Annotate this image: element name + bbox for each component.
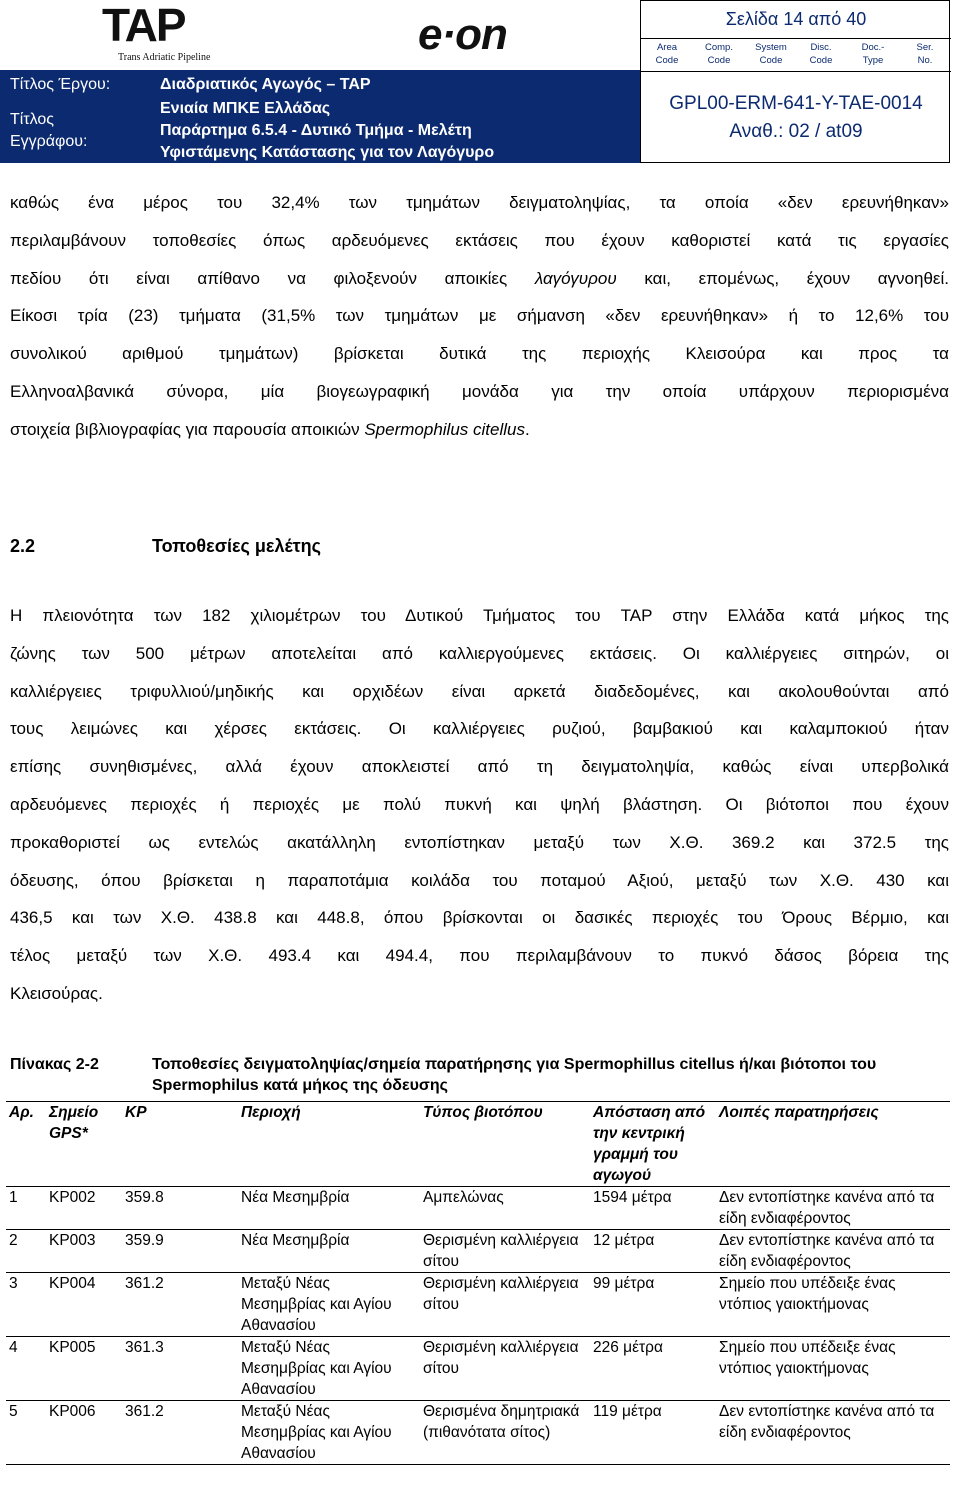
column-header: Τύπος βιοτόπου xyxy=(420,1102,590,1187)
code-label: Code xyxy=(759,55,783,66)
paragraph-line: τους λειμώνες και χέρσες εκτάσεις. Οι καλλιέργειες ρυζιού, βαμβακιού και καλαμποκιού ήταν xyxy=(10,719,949,739)
revision: Αναθ.: 02 / at09 xyxy=(729,121,863,142)
column-header: Απόσταση από την κεντρική γραμμή του αγωγού xyxy=(590,1102,716,1187)
page-indicator: Σελίδα 14 από 40 xyxy=(725,9,867,29)
code-cell-comp xyxy=(693,41,745,67)
code-cell-disc xyxy=(795,41,847,67)
table-cell: KP004 xyxy=(46,1273,122,1337)
column-header: Λοιπές παρατηρήσεις xyxy=(716,1102,950,1187)
code-label: No. xyxy=(917,55,933,66)
table-cell: 12 μέτρα xyxy=(590,1230,716,1273)
paragraph-line: συνολικού αριθμού τμημάτων) βρίσκεται δυτικά της περιοχής Κλεισούρα και προς τα xyxy=(10,344,949,364)
code-label: Ser. xyxy=(916,42,934,53)
text-run: και, επομένως, έχουν αγνοηθεί. xyxy=(616,268,949,288)
text-run: . xyxy=(524,419,530,439)
tap-logo-subtitle: Trans Adriatic Pipeline xyxy=(118,52,211,63)
table-cell: 361.3 xyxy=(122,1337,238,1401)
table-cell: Μεταξύ Νέας Μεσημβρίας και Αγίου Αθανασίου xyxy=(238,1273,420,1337)
paragraph-1 xyxy=(10,184,949,449)
table-caption-text: Τοποθεσίες δειγματοληψίας/σημεία παρατήρησης για Spermophillus citellus ή/και βιότοποι του Spermophilus κατά μήκος της όδευσης xyxy=(152,1056,877,1094)
paragraph-line: επίσης συνηθισμένες, αλλά έχουν αποκλειστεί από τη δειγματοληψία, καθώς είναι υπερβολικά xyxy=(10,757,949,777)
code-cell-doctype xyxy=(847,41,899,67)
table-cell: 1594 μέτρα xyxy=(590,1187,716,1230)
code-label: Code xyxy=(655,55,679,66)
paragraph-line: περιλαμβάνουν τοποθεσίες όπως αρδευόμενες εκτάσεις που έχουν καθοριστεί κατά τις εργασίες xyxy=(10,230,949,250)
table-cell: Δεν εντοπίστηκε κανένα από τα είδη ενδιαφέροντος xyxy=(716,1187,950,1230)
table-cell: 4 xyxy=(6,1337,46,1401)
table-cell: 119 μέτρα xyxy=(590,1401,716,1465)
table-cell: 99 μέτρα xyxy=(590,1273,716,1337)
paragraph-line: ζώνης των 500 μέτρων αποτελείται από καλλιεργούμενες εκτάσεις. Οι καλλιέργειες σιτηρών, οι xyxy=(10,643,949,663)
table-cell: 1 xyxy=(6,1187,46,1230)
code-cell-system xyxy=(745,41,797,67)
tap-logo-word: TAP xyxy=(102,0,185,51)
table-row xyxy=(6,1187,950,1230)
table-cell: Θερισμένα δημητριακά (πιθανότατα σίτος) xyxy=(420,1401,590,1465)
table-cell: Δεν εντοπίστηκε κανένα από τα είδη ενδιαφέροντος xyxy=(716,1401,950,1465)
table-cell: Σημείο που υπέδειξε ένας ντόπιος γαιοκτήμονας xyxy=(716,1273,950,1337)
table-cell: 5 xyxy=(6,1401,46,1465)
code-label: Code xyxy=(809,55,833,66)
code-cell-area xyxy=(641,41,693,67)
table-row xyxy=(6,1401,950,1465)
section-title: Τοποθεσίες μελέτης xyxy=(152,536,321,556)
table-cell: Αμπελώνας xyxy=(420,1187,590,1230)
table-cell: Θερισμένη καλλιέργεια σίτου xyxy=(420,1337,590,1401)
paragraph-line: Είκοσι τρία (23) τμήματα (31,5% των τμημάτων με σήμανση «δεν ερευνήθηκαν» ή το 12,6% του xyxy=(10,306,949,326)
paragraph-line: 436,5 και των Χ.Θ. 438.8 και 448.8, όπου βρίσκονται οι δασικές περιοχές του Όρους Βέρμιο, και xyxy=(10,908,949,928)
code-label: System xyxy=(755,42,787,53)
text-run: στοιχεία βιβλιογραφίας για παρουσία αποικιών xyxy=(10,419,365,439)
table-cell: KP003 xyxy=(46,1230,122,1273)
italic-text: Spermophilus citellus xyxy=(364,419,525,439)
column-header: ΚΡ xyxy=(122,1102,238,1187)
code-label: Code xyxy=(707,55,731,66)
paragraph-line: αρδευόμενες περιοχές ή περιοχές με πολύ πυκνή και ψηλή βλάστηση. Οι βιότοποι που έχουν xyxy=(10,794,949,814)
paragraph-line: προκαθοριστεί ως εντελώς ακατάλληλη εντοπίστηκαν μεταξύ των Χ.Θ. 369.2 και 372.5 της xyxy=(10,832,949,852)
table-cell: 3 xyxy=(6,1273,46,1337)
paragraph-2 xyxy=(10,597,949,1013)
table-caption-label: Πίνακας 2-2 xyxy=(10,1056,99,1073)
document-id: GPL00-ERM-641-Y-TAE-0014 xyxy=(669,93,923,114)
table-row xyxy=(6,1273,950,1337)
table-cell: 359.8 xyxy=(122,1187,238,1230)
paragraph-line: καλλιέργειες τριφυλλιού/μηδικής και ορχιδέων είναι αρκετά διαδεδομένες, και ακολουθούνται από xyxy=(10,681,949,701)
column-header: Σημείο GPS* xyxy=(46,1102,122,1187)
table-cell: Θερισμένη καλλιέργεια σίτου xyxy=(420,1230,590,1273)
project-title-label: Τίτλος Έργου: xyxy=(10,76,111,93)
italic-text: λαγόγυρου xyxy=(534,268,617,288)
table-cell: 226 μέτρα xyxy=(590,1337,716,1401)
table-header-row xyxy=(6,1102,950,1187)
code-label: Disc. xyxy=(810,42,832,53)
eon-logo: e·on xyxy=(418,10,507,59)
section-heading xyxy=(10,536,321,557)
table-cell: Νέα Μεσημβρία xyxy=(238,1230,420,1273)
paragraph-line: Κλεισούρας. xyxy=(10,983,103,1003)
text-run: πεδίου ότι είναι απίθανο να φιλοξενούν αποικίες xyxy=(10,268,535,288)
section-number: 2.2 xyxy=(10,536,36,556)
table-cell: KP005 xyxy=(46,1337,122,1401)
paragraph-line: καθώς ένα μέρος του 32,4% των τμημάτων δειγματοληψίας, τα οποία «δεν ερευνήθηκαν» xyxy=(10,193,949,212)
code-label: Comp. xyxy=(705,42,733,53)
document-title-line-1: Ενιαία ΜΠΚΕ Ελλάδας xyxy=(160,100,331,117)
paragraph-line: τέλος μεταξύ των Χ.Θ. 493.4 και 494.4, που περιλαμβάνουν το πυκνό δάσος βόρεια της xyxy=(10,946,949,966)
paragraph-line xyxy=(10,411,949,449)
table-cell: 359.9 xyxy=(122,1230,238,1273)
paragraph-line xyxy=(10,260,949,298)
table-row xyxy=(6,1337,950,1401)
code-cell-serno xyxy=(899,41,951,67)
table-cell: Νέα Μεσημβρία xyxy=(238,1187,420,1230)
column-header: Περιοχή xyxy=(238,1102,420,1187)
table-cell: Θερισμένη καλλιέργεια σίτου xyxy=(420,1273,590,1337)
code-label: Type xyxy=(862,55,884,66)
document-title-label-2: Εγγράφου: xyxy=(10,133,88,150)
document-header xyxy=(0,0,950,163)
table-cell: KP006 xyxy=(46,1401,122,1465)
header-codes-block xyxy=(640,0,950,163)
tap-logo xyxy=(72,0,262,66)
code-label: Area xyxy=(656,42,678,53)
paragraph-line: Η πλειονότητα των 182 χιλιομέτρων του Δυτικού Τμήματος του TAP στην Ελλάδα κατά μήκος της xyxy=(10,606,949,625)
code-row xyxy=(641,38,951,72)
paragraph-line: όδευσης, όπου βρίσκεται η παραποτάμια κοιλάδα του ποταμού Αξιού, μεταξύ των Χ.Θ. 430 και xyxy=(10,870,949,890)
document-title-line-2: Παράρτημα 6.5.4 - Δυτικό Τμήμα - Μελέτη xyxy=(160,122,472,139)
table-cell: Μεταξύ Νέας Μεσημβρίας και Αγίου Αθανασίου xyxy=(238,1401,420,1465)
table-cell: Μεταξύ Νέας Μεσημβρίας και Αγίου Αθανασίου xyxy=(238,1337,420,1401)
table-cell: Δεν εντοπίστηκε κανένα από τα είδη ενδιαφέροντος xyxy=(716,1230,950,1273)
table-cell: 2 xyxy=(6,1230,46,1273)
column-header: Αρ. xyxy=(6,1102,46,1187)
project-title-value: Διαδριατικός Αγωγός – TAP xyxy=(160,76,371,93)
paragraph-line: Ελληνοαλβανικά σύνορα, μία βιογεωγραφική μονάδα για την οποία υπάρχουν περιορισμένα xyxy=(10,381,949,401)
table-cell: KP002 xyxy=(46,1187,122,1230)
table-cell: 361.2 xyxy=(122,1273,238,1337)
document-title-label-1: Τίτλος xyxy=(10,111,55,128)
sampling-sites-table xyxy=(6,1101,950,1465)
table-row xyxy=(6,1230,950,1273)
code-label: Doc.- xyxy=(861,42,885,53)
document-title-line-3: Υφιστάμενης Κατάστασης για τον Λαγόγυρο xyxy=(160,144,495,161)
table-cell: 361.2 xyxy=(122,1401,238,1465)
logo-row xyxy=(0,0,640,70)
table-cell: Σημείο που υπέδειξε ένας ντόπιος γαιοκτήμονας xyxy=(716,1337,950,1401)
header-title-block xyxy=(0,0,640,163)
